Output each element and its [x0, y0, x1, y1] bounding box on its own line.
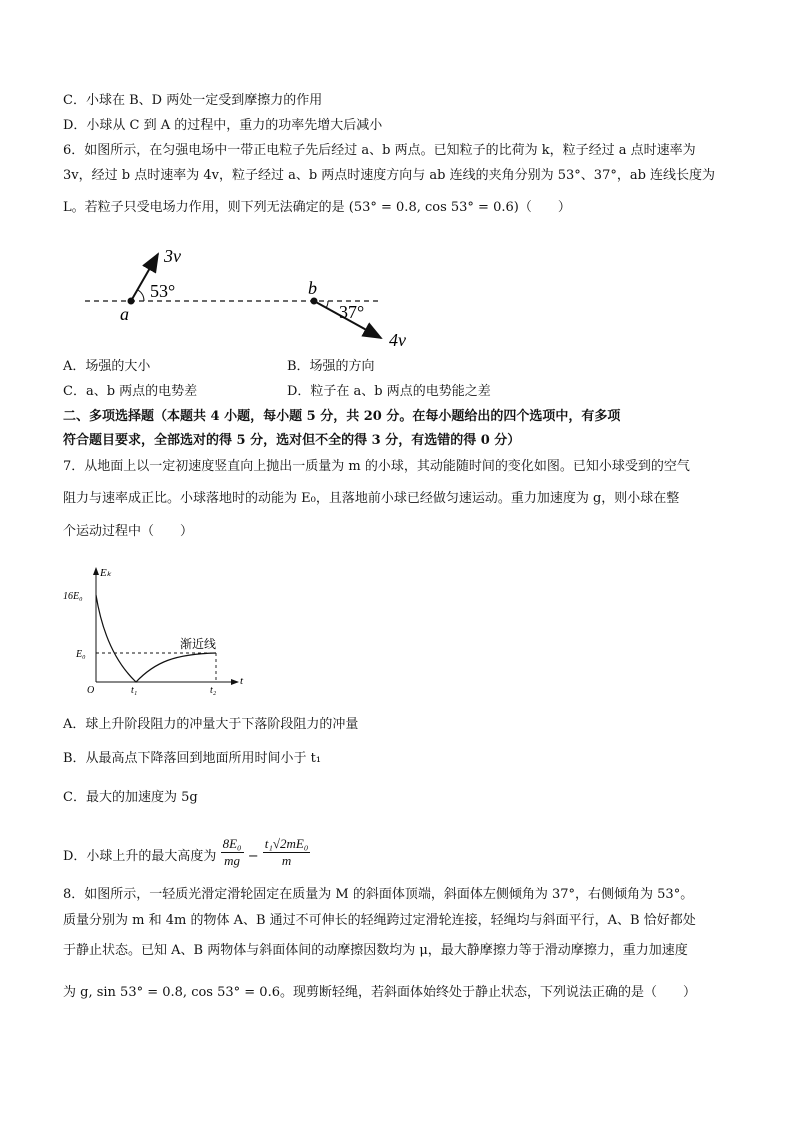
q7-option-c: C．最大的加速度为 5g — [63, 790, 198, 805]
t1-label: t₁ — [131, 685, 138, 696]
x-axis-label: t — [240, 675, 244, 687]
asymptote-label: 渐近线 — [180, 637, 217, 651]
label-a: a — [120, 304, 129, 324]
q8-stem-line2: 质量分别为 m 和 4m 的物体 A、B 通过不可伸长的轻绳跨过定滑轮连接，轻绳均与斜面平行，A、B 恰好都处 — [63, 913, 696, 928]
q7-ek-graph — [60, 562, 250, 697]
y-tick-e0: E₀ — [76, 649, 86, 660]
q6-option-a: A．场强的大小 — [63, 359, 151, 374]
fraction-2-denominator: m — [281, 853, 292, 868]
q8-stem-line3: 于静止状态。已知 A、B 两物体与斜面体间的动摩擦因数均为 μ，最大静摩擦力等于滑动摩擦力，重力加速度 — [63, 943, 688, 958]
angle-arc-a — [138, 290, 144, 301]
y-axis-label: Eₖ — [100, 567, 112, 579]
label-3v: 3v — [164, 246, 181, 266]
angle-arc-b — [326, 301, 328, 308]
q7-option-d-prefix: D．小球上升的最大高度为 — [63, 849, 217, 864]
q7-option-d — [63, 836, 310, 873]
q6-option-d: D．粒子在 a、b 两点的电势能之差 — [287, 384, 491, 399]
q7-stem-line1: 7．从地面上以一定初速度竖直向上抛出一质量为 m 的小球，其动能随时间的变化如图。已知小球受到的空气 — [63, 459, 690, 474]
minus-sign: − — [247, 849, 259, 864]
y-tick-16e0: 16E₀ — [63, 591, 83, 602]
fraction-1-denominator: mg — [224, 853, 240, 868]
q6-stem-line2: 3v，经过 b 点时速率为 4v，粒子经过 a、b 两点时速度方向与 ab 连线的夹角分别为 53°、37°，ab 连线长度为 — [63, 168, 716, 183]
fraction-1-numerator: 8E₀ — [222, 836, 242, 851]
origin-label: O — [87, 685, 95, 696]
q5-option-d: D．小球从 C 到 A 的过程中，重力的功率先增大后减小 — [63, 118, 383, 133]
label-b: b — [308, 278, 317, 298]
q7-stem-line3: 个运动过程中（ ） — [63, 524, 194, 539]
q7-option-b: B．从最高点下降落回到地面所用时间小于 t₁ — [63, 751, 322, 766]
q6-stem-line1: 6．如图所示，在匀强电场中一带正电粒子先后经过 a、b 两点。已知粒子的比荷为 k，粒子经过 a 点时速率为 — [63, 143, 696, 158]
q5-option-c: C．小球在 B、D 两处一定受到摩擦力的作用 — [63, 93, 323, 108]
q6-option-b: B．场强的方向 — [287, 359, 375, 374]
section-2-heading-line1: 二、多项选择题（本题共 4 小题，每小题 5 分，共 20 分。在每小题给出的四个选项中，有多项 — [63, 409, 621, 424]
angle-37: 37° — [339, 302, 365, 322]
section-2-heading-line2: 符合题目要求，全部选对的得 5 分，选对但不全的得 3 分，有选错的得 0 分） — [63, 433, 521, 448]
q7-stem-line2: 阻力与速率成正比。小球落地时的动能为 E₀，且落地前小球已经做匀速运动。重力加速度为 g，则小球在整 — [63, 491, 680, 506]
q6-figure — [80, 240, 430, 350]
q6-stem-line3: L。若粒子只受电场力作用，则下列无法确定的是 (53° = 0.8, cos 53° = 0.6)（ ） — [63, 200, 571, 215]
q8-stem-line1: 8．如图所示，一轻质光滑定滑轮固定在质量为 M 的斜面体顶端，斜面体左侧倾角为 37°，右侧倾角为 53°。 — [63, 887, 694, 902]
fraction-sqrt-term — [263, 836, 311, 869]
t2-label: t₂ — [210, 685, 217, 696]
fraction-8e0-over-mg — [221, 836, 244, 869]
fraction-2-numerator: t₁√2mE₀ — [264, 836, 309, 851]
q6-option-c: C．a、b 两点的电势差 — [63, 384, 198, 399]
q7-option-a: A．球上升阶段阻力的冲量大于下落阶段阻力的冲量 — [63, 717, 359, 732]
label-4v: 4v — [389, 330, 406, 350]
q8-stem-line4: 为 g, sin 53° = 0.8, cos 53° = 0.6。现剪断轻绳，若斜面体始终处于静止状态，下列说法正确的是（ ） — [63, 985, 696, 1000]
angle-53: 53° — [150, 281, 176, 301]
